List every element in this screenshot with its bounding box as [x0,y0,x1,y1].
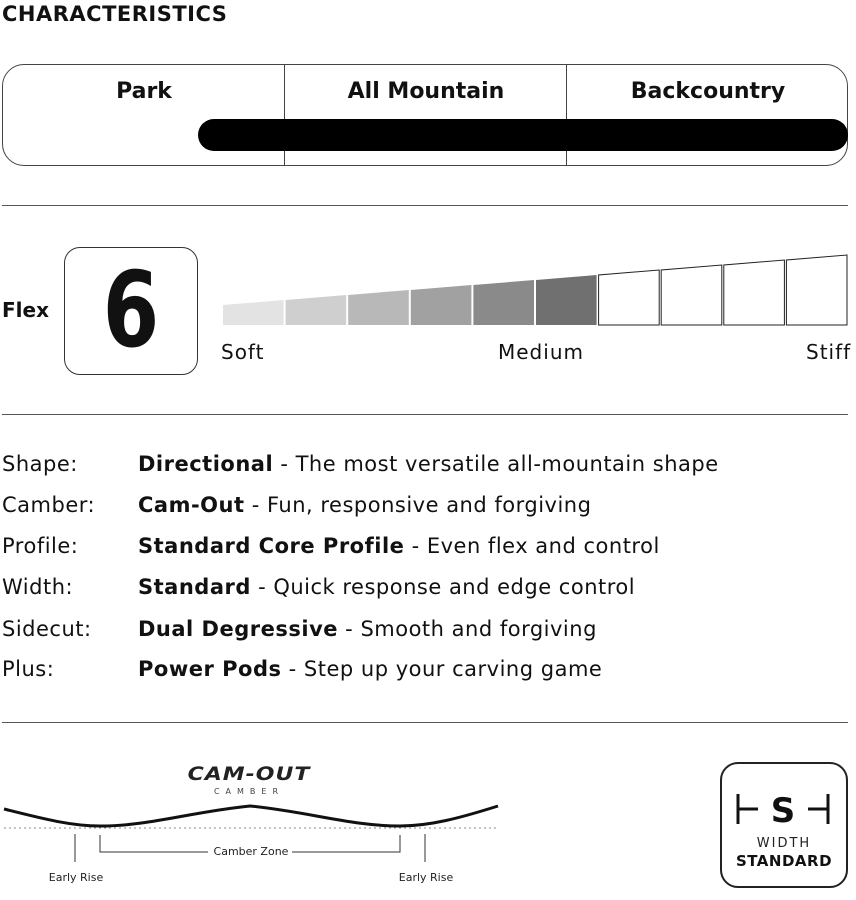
spec-name: Directional [138,452,274,476]
flex-label: Flex [2,298,49,322]
flex-value: 6 [102,249,160,371]
flex-soft-label: Soft [221,340,265,364]
spec-name: Dual Degressive [138,617,338,641]
camber-logo: CAM-OUT [187,763,311,786]
camber-zone-bracket-right [292,835,400,852]
spec-key: Sidecut: [2,617,92,641]
spec-name: Standard [138,575,251,599]
spec-desc: Smooth and forgiving [360,617,597,641]
spec-key: Camber: [2,493,96,517]
section-title: CHARACTERISTICS [2,2,228,26]
camber-logo-sub: CAMBER [213,787,285,796]
terrain-backcountry-label: Backcountry [630,79,786,104]
spec-key: Width: [2,575,74,599]
spec-desc: Fun, responsive and forgiving [266,493,592,517]
width-badge-line2: STANDARD [735,852,833,870]
spec-separator: - [281,657,304,681]
early-rise-right-label: Early Rise [398,871,454,884]
flex-medium-label: Medium [498,340,584,364]
spec-separator: - [404,534,427,558]
spec-desc: The most versatile all-mountain shape [295,452,719,476]
width-icon-letter: S [770,791,796,831]
spec-desc: Even flex and control [426,534,660,558]
spec-key: Plus: [2,657,55,681]
width-badge-line1: WIDTH [756,836,812,851]
terrain-park-label: Park [116,79,172,104]
camber-zone-bracket-left [100,835,208,852]
spec-name: Power Pods [138,657,282,681]
camber-zone-label: Camber Zone [213,845,289,858]
spec-name: Standard Core Profile [138,534,405,558]
spec-desc: Step up your carving game [303,657,603,681]
spec-separator: - [273,452,296,476]
spec-separator: - [338,617,361,641]
spec-name: Cam-Out [138,493,245,517]
spec-key: Profile: [2,534,79,558]
width-icon [720,762,848,842]
board-profile-line [4,806,498,826]
spec-key: Shape: [2,452,78,476]
spec-desc: Quick response and edge control [273,575,636,599]
spec-separator: - [250,575,274,599]
early-rise-left-label: Early Rise [48,871,104,884]
terrain-all-mountain-label: All Mountain [347,79,505,104]
spec-separator: - [244,493,267,517]
flex-stiff-label: Stiff [806,340,852,364]
